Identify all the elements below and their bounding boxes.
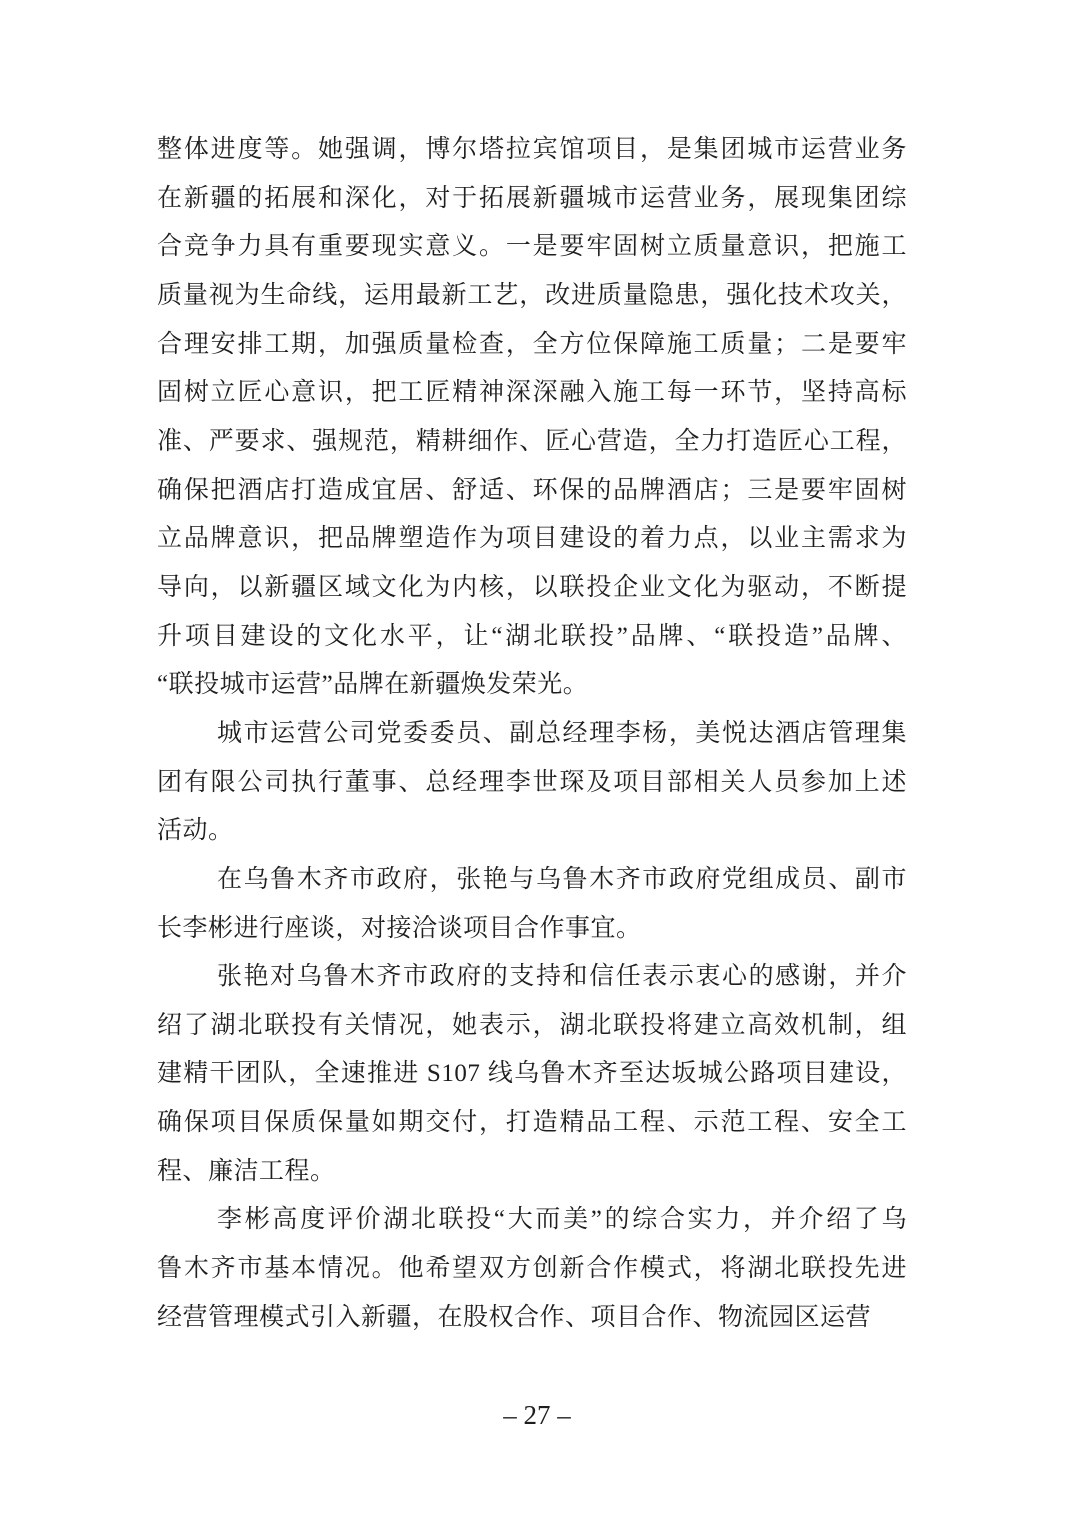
document-body [157,126,907,1342]
text-line: 质量视为生命线，运用最新工艺，改进质量隐患，强化技术攻关， [157,281,907,309]
text-line: 在乌鲁木齐市政府，张艳与乌鲁木齐市政府党组成员、副市 [217,865,907,893]
text-line: 活动。 [157,817,234,845]
text-line: 城市运营公司党委委员、副总经理李杨，美悦达酒店管理集 [217,719,907,747]
text-line: 建精干团队，全速推进 S107 线乌鲁木齐至达坂城公路项目建设， [157,1060,907,1088]
text-line: 鲁木齐市基本情况。他希望双方创新合作模式，将湖北联投先进 [157,1255,907,1283]
paragraph [157,1196,907,1342]
text-line: 立品牌意识，把品牌塑造作为项目建设的着力点，以业主需求为 [157,525,907,553]
paragraph [157,856,907,953]
text-line: 绍了湖北联投有关情况，她表示，湖北联投将建立高效机制，组 [157,1011,907,1039]
text-line: 整体进度等。她强调，博尔塔拉宾馆项目，是集团城市运营业务 [157,136,907,163]
text-line: 张艳对乌鲁木齐市政府的支持和信任表示衷心的感谢，并介 [217,963,907,991]
text-line: 确保把酒店打造成宜居、舒适、环保的品牌酒店；三是要牢固树 [157,476,907,504]
text-line: 合理安排工期，加强质量检查，全方位保障施工质量；二是要牢 [157,330,907,358]
paragraph [157,710,907,856]
text-line: 长李彬进行座谈，对接洽谈项目合作事宜。 [157,914,642,942]
text-line: 经营管理模式引入新疆，在股权合作、项目合作、物流园区运营 [157,1303,872,1331]
text-line: 李彬高度评价湖北联投“大而美”的综合实力，并介绍了乌 [217,1206,907,1234]
text-line: 合竞争力具有重要现实意义。一是要牢固树立质量意识，把施工 [157,233,907,261]
text-line: 程、廉洁工程。 [157,1157,336,1185]
text-line: 固树立匠心意识，把工匠精神深深融入施工每一环节，坚持高标 [157,379,907,407]
text-line: 准、严要求、强规范，精耕细作、匠心营造，全力打造匠心工程， [157,427,907,455]
text-line: 在新疆的拓展和深化，对于拓展新疆城市运营业务，展现集团综 [157,184,907,212]
text-line: 导向，以新疆区域文化为内核，以联投企业文化为驱动，不断提 [157,573,907,601]
text-line: 团有限公司执行董事、总经理李世琛及项目部相关人员参加上述 [157,768,907,796]
text-line: 确保项目保质保量如期交付，打造精品工程、示范工程、安全工 [157,1109,907,1137]
text-line: “联投城市运营”品牌在新疆焕发荣光。 [157,671,589,699]
page-number: – 27 – [503,1400,571,1430]
paragraph [157,953,907,1196]
text-line: 升项目建设的文化水平，让“湖北联投”品牌、“联投造”品牌、 [157,622,907,650]
paragraph [157,126,907,710]
